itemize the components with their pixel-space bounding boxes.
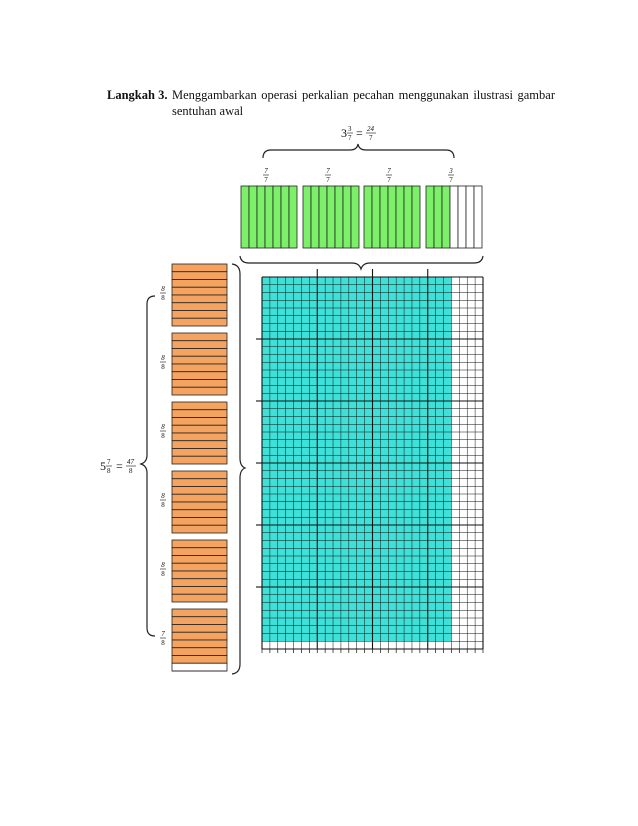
top-bar-cell <box>351 186 359 248</box>
left-label-1-num: 8 <box>161 285 165 293</box>
left-bar-cell <box>172 571 227 579</box>
left-bar-cell <box>172 387 227 395</box>
top-bar-cell <box>426 186 434 248</box>
left-bar-cell <box>172 402 227 410</box>
left-bar-cell <box>172 318 227 326</box>
left-label-3 <box>160 423 166 440</box>
top-label-1 <box>263 167 269 184</box>
left-bar-cell <box>172 563 227 571</box>
top-bar-cell <box>343 186 351 248</box>
left-label-6-num: 7 <box>161 630 165 638</box>
top-bar-cell <box>380 186 388 248</box>
left-bar-cell <box>172 587 227 595</box>
left-bar-cell <box>172 632 227 640</box>
left-num: 7 <box>107 458 111 466</box>
top-bar-1 <box>241 186 297 248</box>
left-bar-cell <box>172 303 227 311</box>
top-bar-cell <box>327 186 335 248</box>
left-bar-cell <box>172 510 227 518</box>
left-equals: = <box>116 459 123 473</box>
top-label-1-den: 7 <box>264 176 268 184</box>
top-green-bars <box>241 186 482 248</box>
left-bar-cell <box>172 556 227 564</box>
left-label-1 <box>160 285 166 302</box>
top-label-4-num: 3 <box>449 167 453 175</box>
left-bar-cell <box>172 349 227 357</box>
left-label-4 <box>160 492 166 509</box>
left-bar-cell <box>172 264 227 272</box>
top-improper-num: 24 <box>367 125 374 133</box>
left-label-2 <box>160 354 166 371</box>
left-bar-cell <box>172 425 227 433</box>
left-improper-den: 8 <box>129 467 133 475</box>
left-bar-cell <box>172 287 227 295</box>
top-bar-cell <box>289 186 297 248</box>
top-bar-cell <box>450 186 458 248</box>
top-bar-cell <box>257 186 265 248</box>
top-equals: = <box>356 126 363 140</box>
left-improper-num: 47 <box>127 458 134 466</box>
left-bar-cell <box>172 471 227 479</box>
left-label-1-den: 8 <box>161 294 165 302</box>
left-bar-5 <box>172 540 227 602</box>
top-brace <box>263 144 454 158</box>
top-whole: 3 <box>341 126 347 140</box>
left-orange-bars <box>172 264 227 671</box>
left-label-5-den: 8 <box>161 570 165 578</box>
left-brace <box>141 296 155 636</box>
left-part-labels <box>160 285 166 647</box>
left-label-6 <box>160 630 166 647</box>
left-label-6-den: 8 <box>161 639 165 647</box>
left-bar-1 <box>172 264 227 326</box>
left-bar-cell <box>172 525 227 533</box>
left-bar-cell <box>172 617 227 625</box>
top-bar-cell <box>335 186 343 248</box>
left-bar-3 <box>172 402 227 464</box>
top-label-4 <box>448 167 454 184</box>
top-mixed-number <box>341 125 376 142</box>
top-bar-cell <box>372 186 380 248</box>
top-bar-2 <box>303 186 359 248</box>
left-label-4-den: 8 <box>161 501 165 509</box>
top-bar-cell <box>412 186 420 248</box>
left-bar-cell <box>172 487 227 495</box>
top-label-3-num: 7 <box>387 167 391 175</box>
left-bar-cell <box>172 609 227 617</box>
top-bar-4 <box>426 186 482 248</box>
left-bar-cell <box>172 656 227 664</box>
left-bar-cell <box>172 479 227 487</box>
top-label-2 <box>325 167 331 184</box>
left-label-3-num: 8 <box>161 423 165 431</box>
left-bar-cell <box>172 663 227 671</box>
left-bar-cell <box>172 594 227 602</box>
top-bar-cell <box>442 186 450 248</box>
left-bar-cell <box>172 333 227 341</box>
left-bar-cell <box>172 272 227 280</box>
left-right-brace <box>232 264 245 674</box>
top-improper-den: 7 <box>369 134 373 142</box>
left-bar-cell <box>172 364 227 372</box>
left-label-4-num: 8 <box>161 492 165 500</box>
left-bar-cell <box>172 341 227 349</box>
top-bar-cell <box>388 186 396 248</box>
product-grid <box>256 269 483 653</box>
step-description-line2: sentuhan awal <box>172 104 244 118</box>
left-bar-4 <box>172 471 227 533</box>
left-bar-cell <box>172 372 227 380</box>
top-bar-cell <box>396 186 404 248</box>
left-bar-6 <box>172 609 227 671</box>
top-label-2-den: 7 <box>326 176 330 184</box>
left-label-2-den: 8 <box>161 363 165 371</box>
left-bar-cell <box>172 456 227 464</box>
top-bar-cell <box>434 186 442 248</box>
left-bar-cell <box>172 625 227 633</box>
left-bar-cell <box>172 640 227 648</box>
left-bar-cell <box>172 295 227 303</box>
left-bar-2 <box>172 333 227 395</box>
left-bar-cell <box>172 356 227 364</box>
left-bar-cell <box>172 518 227 526</box>
left-label-2-num: 8 <box>161 354 165 362</box>
top-bar-cell <box>458 186 466 248</box>
top-label-1-num: 7 <box>264 167 268 175</box>
top-bar-cell <box>281 186 289 248</box>
top-label-3-den: 7 <box>387 176 391 184</box>
top-bottom-brace <box>240 256 483 269</box>
left-bar-cell <box>172 494 227 502</box>
left-label-3-den: 8 <box>161 432 165 440</box>
left-label-5 <box>160 561 166 578</box>
left-bar-cell <box>172 579 227 587</box>
top-bar-cell <box>364 186 372 248</box>
top-den: 7 <box>348 134 352 142</box>
top-bar-cell <box>474 186 482 248</box>
top-bar-cell <box>466 186 474 248</box>
top-bar-cell <box>311 186 319 248</box>
left-bar-cell <box>172 280 227 288</box>
left-bar-cell <box>172 433 227 441</box>
left-label-5-num: 8 <box>161 561 165 569</box>
left-bar-cell <box>172 502 227 510</box>
left-bar-cell <box>172 648 227 656</box>
step-label: Langkah 3. <box>107 88 168 102</box>
top-bar-3 <box>364 186 420 248</box>
top-bar-cell <box>404 186 412 248</box>
top-num: 3 <box>348 125 352 133</box>
top-part-labels <box>263 167 454 184</box>
step-description-line1: Menggambarkan operasi perkalian pecahan menggunakan ilustrasi gambar <box>172 88 555 102</box>
left-bar-cell <box>172 418 227 426</box>
left-whole: 5 <box>100 459 106 473</box>
top-bar-cell <box>303 186 311 248</box>
left-mixed-number <box>100 458 136 475</box>
left-den: 8 <box>107 467 111 475</box>
top-label-3 <box>386 167 392 184</box>
left-bar-cell <box>172 311 227 319</box>
left-bar-cell <box>172 441 227 449</box>
left-bar-cell <box>172 449 227 457</box>
top-bar-cell <box>249 186 257 248</box>
left-bar-cell <box>172 410 227 418</box>
left-bar-cell <box>172 548 227 556</box>
left-bar-cell <box>172 540 227 548</box>
top-bar-cell <box>319 186 327 248</box>
left-bar-cell <box>172 380 227 388</box>
top-bar-cell <box>265 186 273 248</box>
top-bar-cell <box>273 186 281 248</box>
top-label-4-den: 7 <box>449 176 453 184</box>
top-bar-cell <box>241 186 249 248</box>
top-label-2-num: 7 <box>326 167 330 175</box>
